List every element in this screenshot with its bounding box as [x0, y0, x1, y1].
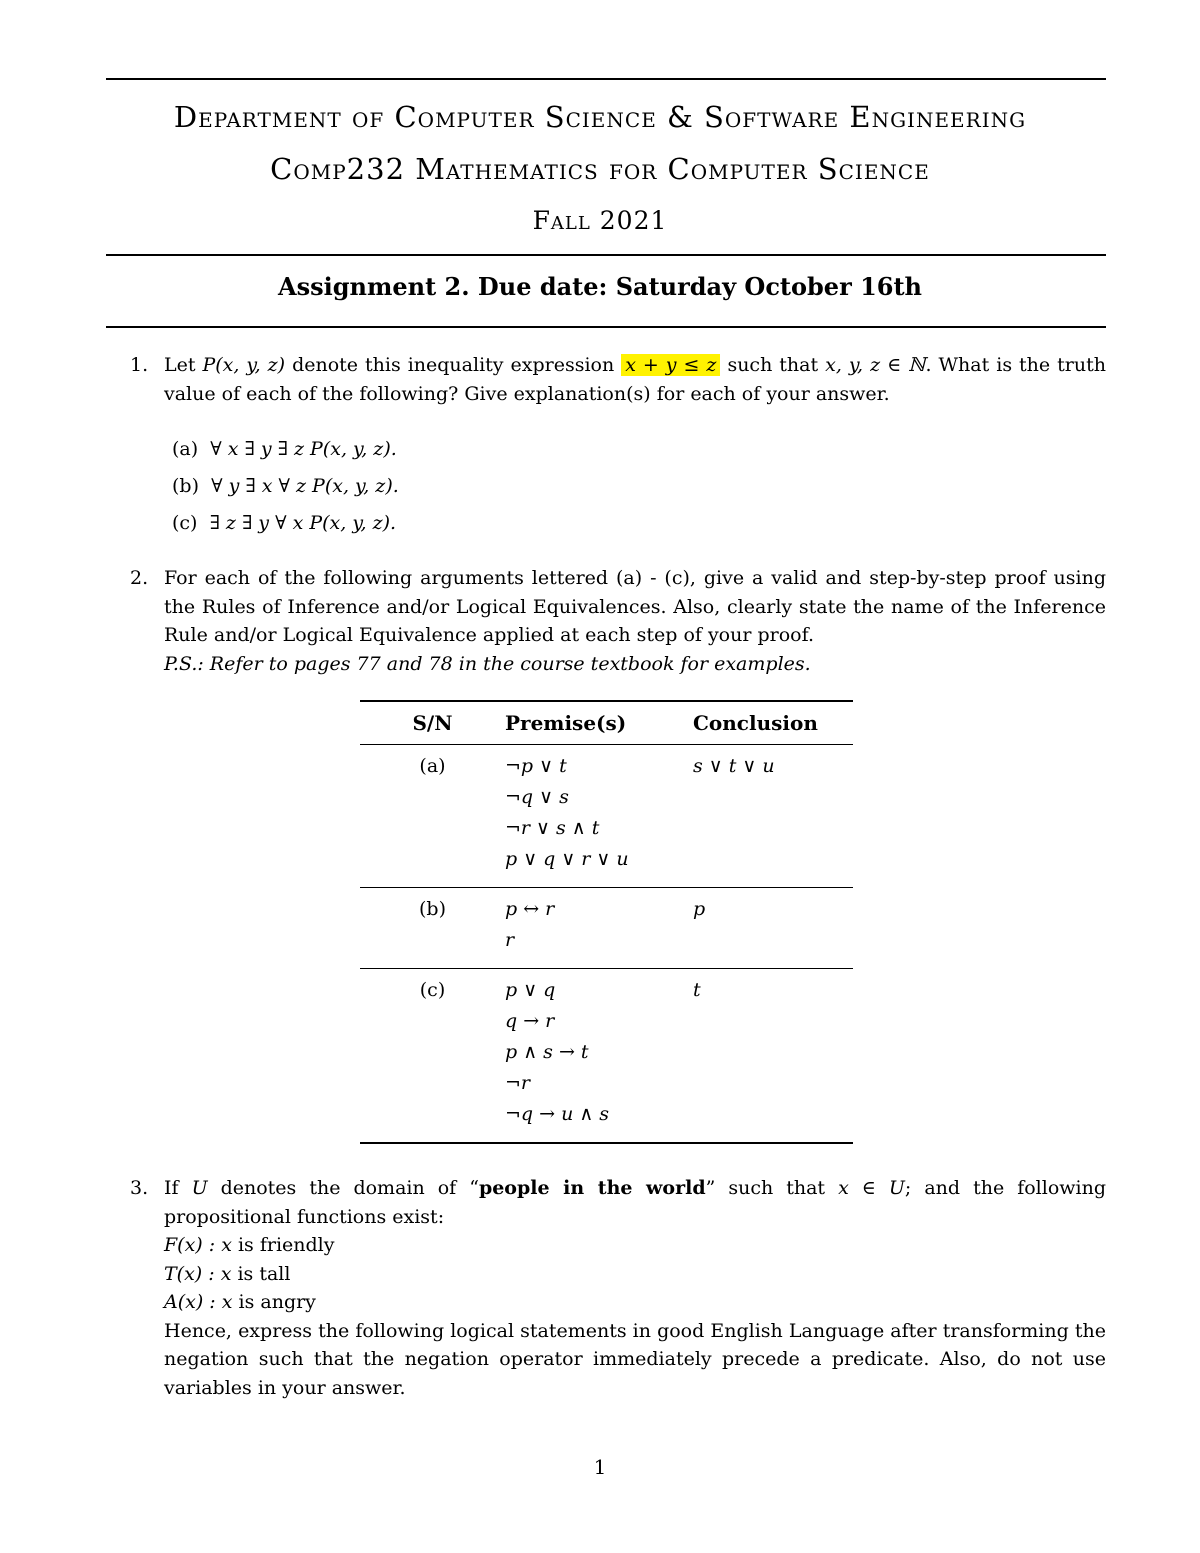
text-segment: ; and the following propositional functions exist:	[164, 1177, 1107, 1228]
domain-name: people in the world	[478, 1177, 706, 1199]
premise: p ∧ s → t	[505, 1041, 589, 1063]
part-label: (a)	[172, 438, 199, 460]
part-expression: ∀ y ∃ x ∀ z P(x, y, z).	[211, 475, 399, 497]
predicate: P(x, y, z)	[202, 354, 286, 376]
question-3	[130, 1174, 1106, 1402]
premise: q → r	[505, 1010, 555, 1032]
part-expression: ∀ x ∃ y ∃ z P(x, y, z).	[210, 438, 397, 460]
premise: ¬q ∨ s	[505, 786, 569, 808]
top-rule	[106, 78, 1106, 80]
row-conclusion: t	[693, 979, 701, 1001]
table-row	[360, 745, 853, 888]
row-sn: (b)	[360, 888, 505, 969]
header-conclusion: Conclusion	[693, 701, 853, 745]
header-premises: Premise(s)	[505, 701, 693, 745]
function-predicate: F(x) : x	[164, 1234, 232, 1256]
text-segment: denote this inequality expression	[285, 354, 622, 376]
question-text	[164, 1174, 1106, 1402]
function-description: is friendly	[231, 1234, 335, 1256]
row-conclusion: p	[693, 888, 853, 969]
row-premises	[505, 745, 693, 888]
term-title: Fall 2021	[532, 206, 668, 235]
premise: r	[505, 929, 515, 951]
premise: p ∨ q	[505, 979, 556, 1001]
question-2	[130, 564, 1106, 678]
function-description: is tall	[231, 1262, 291, 1285]
premise: ¬r	[505, 1072, 531, 1094]
premise: p ∨ q ∨ r ∨ u	[505, 848, 629, 870]
question-text	[164, 351, 1106, 408]
text-segment: Let	[164, 354, 203, 376]
assignment-title: Assignment 2. Due date: Saturday October 16th	[277, 272, 923, 301]
row-premises	[505, 888, 693, 969]
arguments-table	[360, 700, 853, 1144]
table-header-row	[360, 701, 853, 745]
question-number: 2.	[130, 567, 149, 589]
text-segment: . What is the truth value of each of the following? Give explanation(s) for each of your answer.	[164, 354, 1106, 405]
question-1-part-a	[172, 438, 397, 460]
question-text	[164, 564, 1106, 678]
part-label: (b)	[172, 475, 199, 497]
table-row	[360, 888, 853, 969]
premise: p ↔ r	[505, 898, 555, 920]
ps-note: P.S.: Refer to pages 77 and 78 in the course textbook for examples.	[164, 652, 811, 675]
table-row	[360, 969, 853, 1144]
course-title: Comp232 Mathematics for Computer Science	[270, 152, 930, 186]
header-rule	[106, 254, 1106, 256]
text-segment: such that	[720, 354, 826, 376]
function-predicate: A(x) : x	[164, 1291, 233, 1313]
domain-symbol: U	[191, 1177, 208, 1199]
premise: ¬q → u ∧ s	[505, 1103, 610, 1125]
department-title: Department of Computer Science & Software Engineering	[173, 100, 1027, 134]
page-number: 1	[593, 1455, 607, 1479]
row-conclusion: s ∨ t ∨ u	[693, 745, 853, 888]
closing-text: Hence, express the following logical statements in good English Language after transforming the negation such that the negation operator immediately precede a predicate. Also, do not use variables in your answer.	[164, 1319, 1106, 1399]
question-number: 3.	[130, 1177, 149, 1199]
function-predicate: T(x) : x	[164, 1262, 232, 1285]
membership: x ∈ U	[838, 1177, 905, 1199]
question-1-part-b	[172, 475, 399, 497]
premise: ¬p ∨ t	[505, 755, 567, 777]
text-segment: If	[164, 1177, 192, 1199]
question-1-part-c	[172, 512, 396, 534]
text-segment: denotes the domain of “	[207, 1177, 479, 1199]
row-sn: (c)	[419, 979, 446, 1001]
assignment-rule	[106, 326, 1106, 328]
question-number: 1.	[130, 354, 149, 376]
function-description: is angry	[232, 1291, 316, 1313]
row-sn: (a)	[360, 745, 505, 888]
question-1	[130, 351, 1106, 408]
row-premises	[505, 969, 693, 1144]
highlighted-expression: x + y ≤ z	[621, 354, 720, 376]
part-label: (c)	[172, 512, 198, 534]
header-sn: S/N	[360, 701, 505, 745]
variables: x, y, z ∈ ℕ	[825, 354, 926, 376]
text-segment: For each of the following arguments lettered (a) - (c), give a valid and step-by-step proof using the Rules of Inference and/or Logical Equivalences. Also, clearly state the name of the Inference Rule and/or Logical Equivalence applied at each step of your proof.	[164, 567, 1106, 646]
premise: ¬r ∨ s ∧ t	[505, 817, 600, 839]
text-segment: ” such that	[705, 1177, 839, 1199]
part-expression: ∃ z ∃ y ∀ x P(x, y, z).	[209, 512, 397, 534]
